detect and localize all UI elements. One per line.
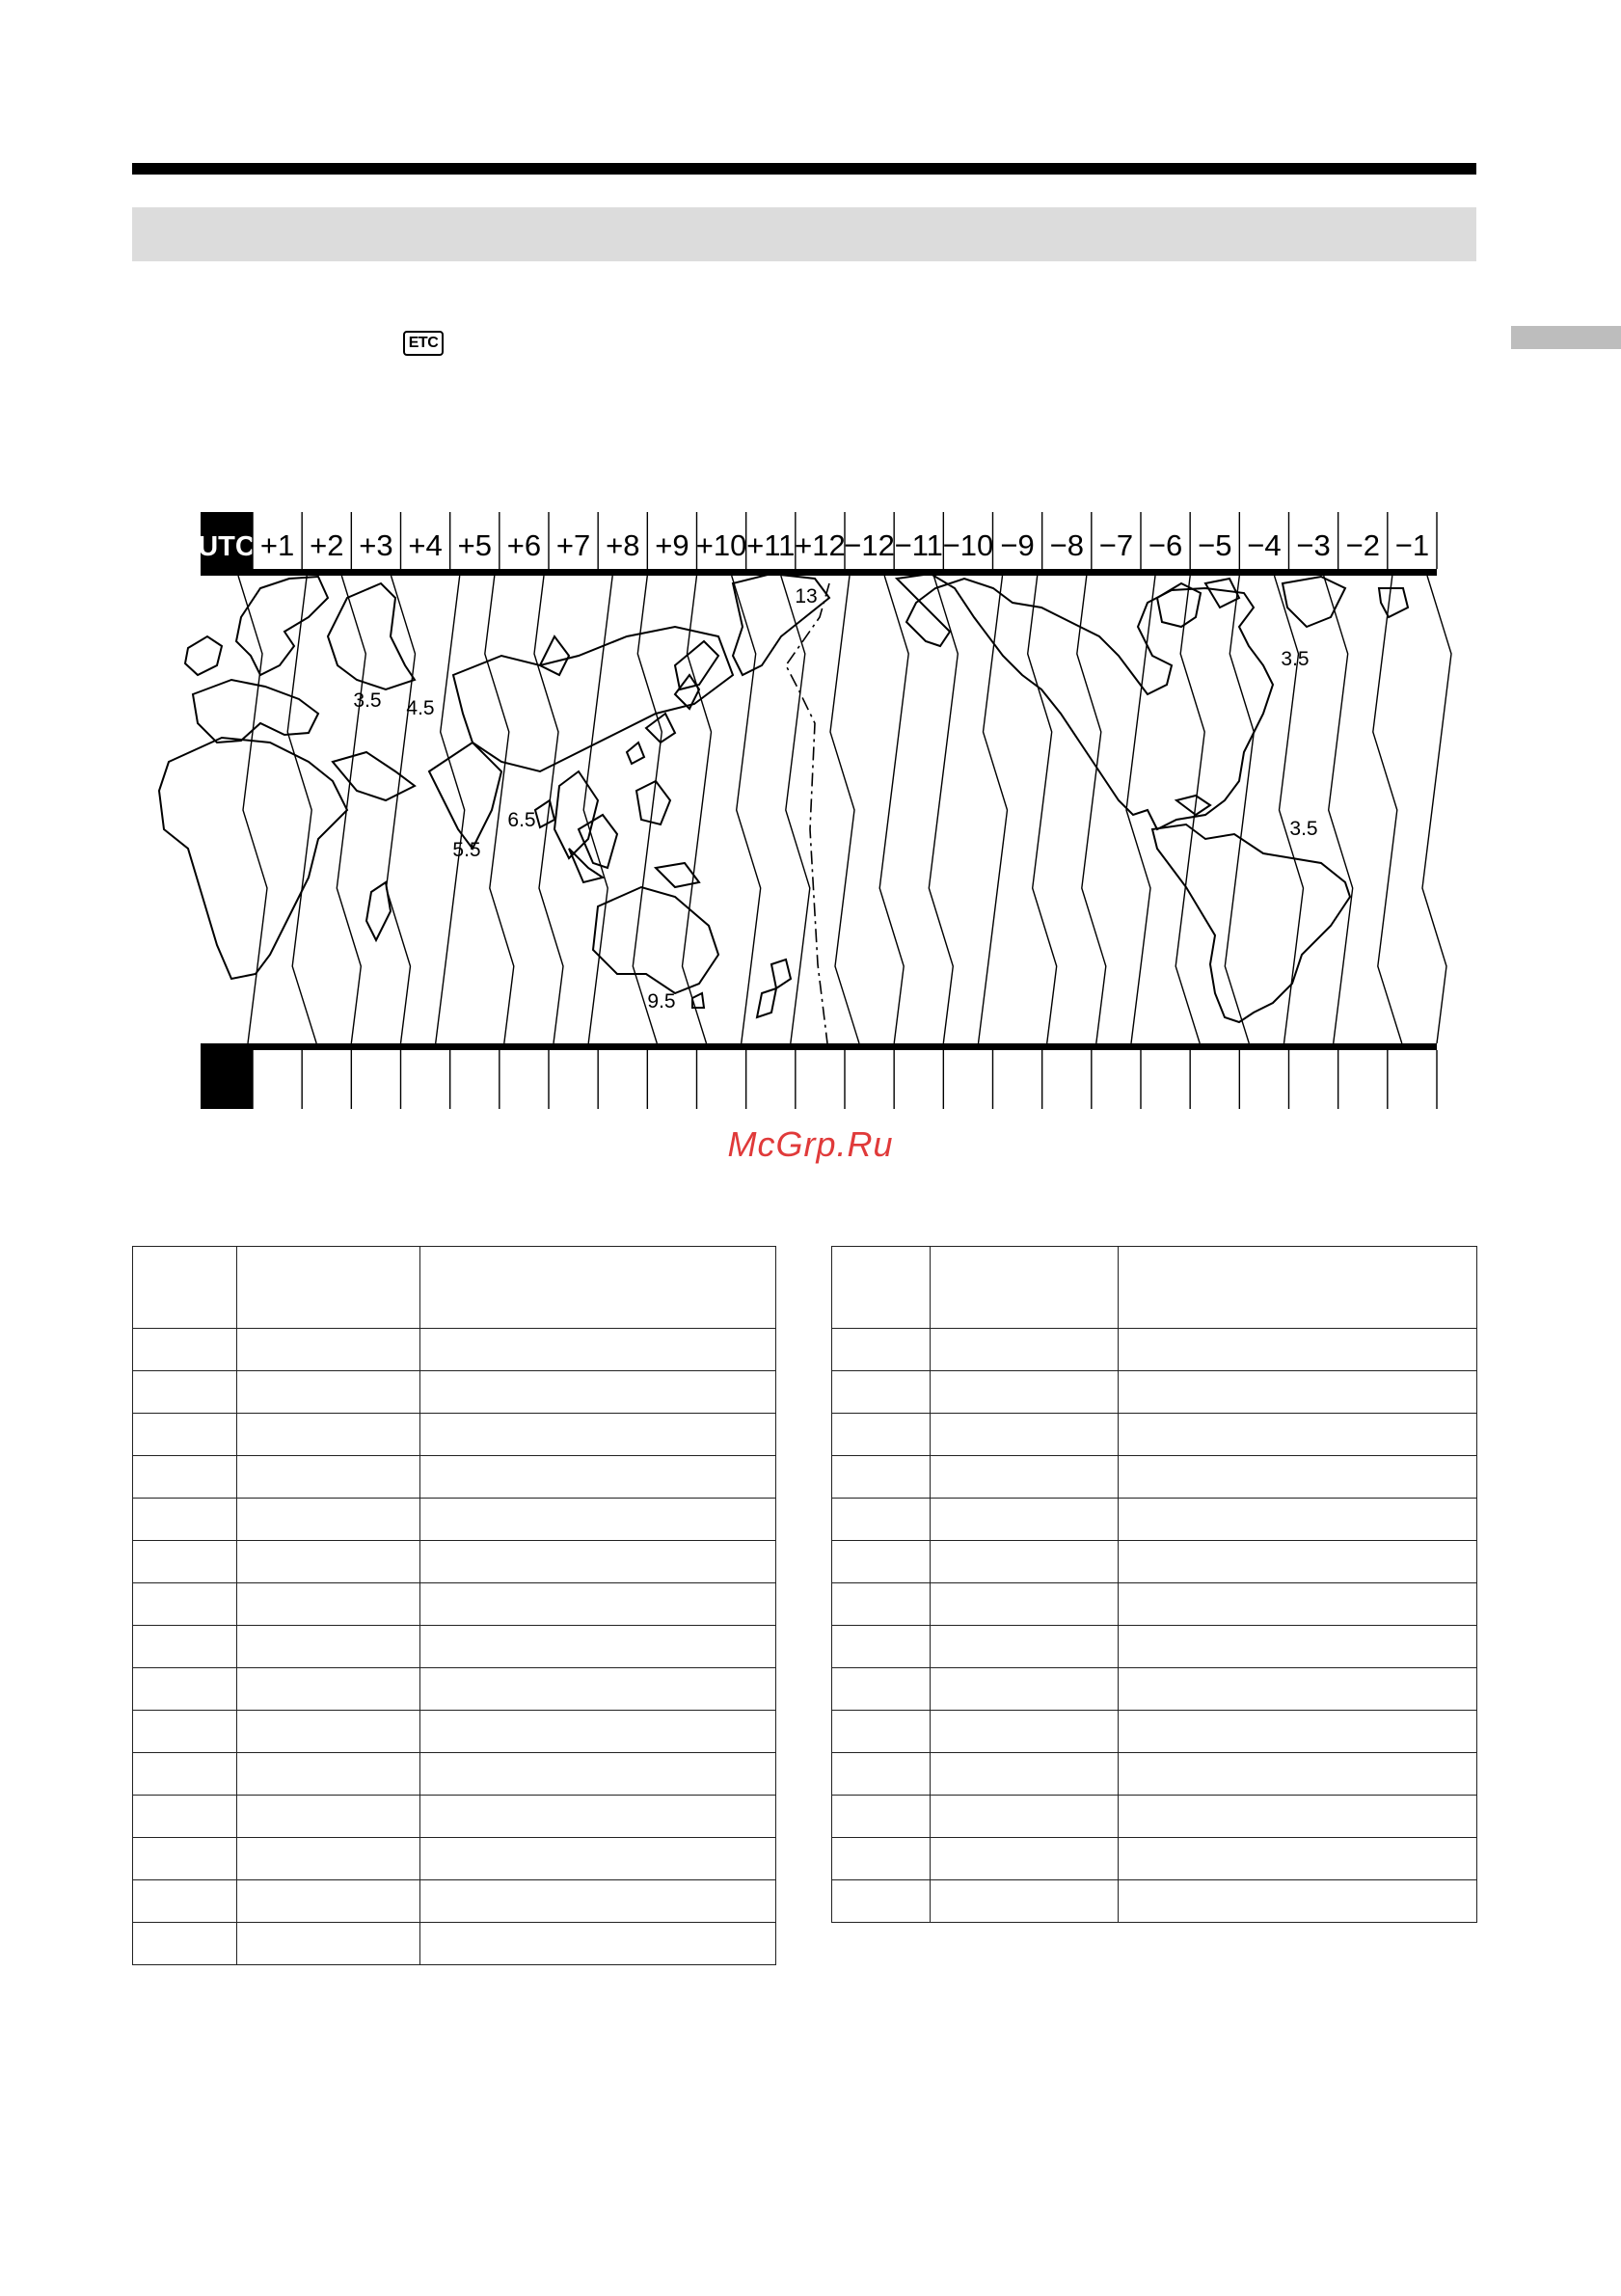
british-isles [185,636,222,675]
zone-label: −3 [1296,528,1331,562]
left-table-cell [237,1247,420,1329]
left-table-cell [133,1626,237,1668]
continents [159,574,1408,1022]
zone-boundary [1126,576,1155,1043]
left-table-cell [420,1414,776,1456]
right-table-cell [1119,1329,1477,1371]
right-table-cell [832,1753,931,1796]
left-table-cell [133,1499,237,1541]
right-table-cell [832,1626,931,1668]
left-table-cell [420,1753,776,1796]
left-table-cell [133,1414,237,1456]
left-table-cell [420,1668,776,1711]
left-table-cell [237,1371,420,1414]
right-table-row [832,1371,1477,1414]
left-table-cell [237,1329,420,1371]
africa [159,738,347,979]
zone-label: −12 [844,528,895,562]
time-zone-table-left [132,1246,776,1965]
utc-footer-cell [201,1043,253,1109]
zone-label: +1 [259,528,295,562]
zone-label: −4 [1247,528,1282,562]
offset-label: 5.5 [452,839,481,861]
offset-label: 3.5 [1289,818,1318,840]
zone-label: +5 [457,528,492,562]
zone-label: +12 [795,528,846,562]
zone-boundary [1373,576,1402,1043]
left-table-cell [133,1880,237,1923]
eastern-europe [328,583,415,689]
right-table-row [832,1880,1477,1923]
offset-label: 13 [795,585,818,608]
right-table-row [832,1711,1477,1753]
zone-boundary [830,576,859,1043]
offset-label: 6.5 [507,809,536,831]
right-table-cell [931,1414,1119,1456]
right-table-cell [832,1668,931,1711]
left-table-row [133,1880,776,1923]
right-table-row [832,1838,1477,1880]
watermark: McGrp.Ru [727,1124,894,1164]
left-table-cell [133,1923,237,1965]
right-table-cell [832,1796,931,1838]
right-table-cell [1119,1583,1477,1626]
right-table-cell [832,1711,931,1753]
left-table-cell [420,1541,776,1583]
left-table-cell [237,1711,420,1753]
right-table-cell [832,1329,931,1371]
right-table-cell [1119,1796,1477,1838]
left-table-cell [420,1499,776,1541]
right-table-cell [931,1880,1119,1923]
left-table-cell [420,1880,776,1923]
left-table-cell [237,1923,420,1965]
zone-boundary [1275,576,1304,1043]
left-table-cell [420,1796,776,1838]
right-table-cell [1119,1414,1477,1456]
left-table-row [133,1796,776,1838]
zone-label: −11 [894,528,943,562]
right-table-cell [832,1583,931,1626]
right-table-cell [1119,1838,1477,1880]
zone-label: −10 [942,528,994,562]
left-table-row [133,1711,776,1753]
left-table-cell [133,1668,237,1711]
right-table-cell [1119,1753,1477,1796]
asia [453,627,733,771]
right-table-row [832,1796,1477,1838]
left-table-cell [133,1541,237,1583]
right-table-row [832,1541,1477,1583]
zone-boundary [1028,576,1057,1043]
right-table-cell [931,1371,1119,1414]
left-table-cell [237,1626,420,1668]
left-table-row [133,1541,776,1583]
right-table-cell [931,1626,1119,1668]
left-table-cell [237,1456,420,1499]
zone-boundary [534,576,563,1043]
left-table-row [133,1499,776,1541]
zone-label: +9 [655,528,689,562]
offset-label: 3.5 [353,689,382,712]
left-table-cell [133,1711,237,1753]
left-table-cell [133,1753,237,1796]
zone-label: −1 [1394,528,1430,562]
left-table-cell [133,1796,237,1838]
north-america [897,574,1273,829]
right-table-cell [832,1541,931,1583]
right-table-row [832,1499,1477,1541]
zone-label: +4 [408,528,443,562]
left-table-cell [420,1247,776,1329]
right-table-cell [931,1456,1119,1499]
international-date-line [786,583,829,1043]
right-table-cell [931,1541,1119,1583]
kamchatka [675,641,718,689]
zone-boundary [781,576,810,1043]
right-table-cell [1119,1880,1477,1923]
right-table-cell [931,1499,1119,1541]
zone-label: −2 [1345,528,1380,562]
right-table-cell [931,1329,1119,1371]
right-table-cell [931,1796,1119,1838]
left-table-cell [237,1499,420,1541]
offset-label: 3.5 [1281,648,1310,670]
left-table-cell [420,1711,776,1753]
right-table-row [832,1668,1477,1711]
left-table-cell [420,1923,776,1965]
india [429,743,501,849]
left-table-cell [420,1838,776,1880]
right-table-cell [931,1711,1119,1753]
right-table-cell [832,1499,931,1541]
right-table-cell [931,1668,1119,1711]
right-table-cell [931,1753,1119,1796]
left-table-cell [420,1329,776,1371]
zone-boundary [979,576,1008,1043]
map-bottom-rule [201,1043,1437,1050]
left-table-cell [420,1456,776,1499]
right-table-cell [832,1880,931,1923]
zone-label: −6 [1148,528,1183,562]
right-table-row [832,1414,1477,1456]
left-table-cell [237,1541,420,1583]
greenland [1283,577,1345,627]
new-zealand-2 [757,988,776,1017]
right-table-cell [1119,1541,1477,1583]
map-top-rule [201,569,1437,576]
world-time-zone-map [0,0,1621,1119]
right-table-cell [931,1583,1119,1626]
etc-icon: ETC [403,331,444,356]
right-table-cell [931,1838,1119,1880]
left-table-cell [420,1371,776,1414]
zone-boundary [436,576,465,1043]
left-table-cell [133,1456,237,1499]
zone-boundary [929,576,958,1043]
utc-label: UTC [198,531,256,562]
left-table-cell [237,1583,420,1626]
right-table-cell [832,1414,931,1456]
left-table-cell [133,1329,237,1371]
right-table-cell [1119,1371,1477,1414]
left-table-header-row [133,1247,776,1329]
right-table-cell [1119,1247,1477,1329]
left-table-cell [237,1838,420,1880]
borneo [579,815,617,868]
zone-label: +10 [695,528,747,562]
sri-lanka-area [535,800,554,827]
left-table-row [133,1838,776,1880]
right-table-cell [832,1371,931,1414]
left-table-cell [237,1796,420,1838]
zone-label: +8 [606,528,640,562]
right-table-cell [1119,1626,1477,1668]
left-table-row [133,1626,776,1668]
zone-label: −7 [1098,528,1134,562]
left-table-row [133,1371,776,1414]
zone-label: +7 [555,528,591,562]
zone-label: −8 [1049,528,1084,562]
right-table-row [832,1753,1477,1796]
zone-boundary [287,576,316,1043]
right-table-row [832,1329,1477,1371]
right-table-cell [832,1456,931,1499]
caspian [540,636,569,675]
right-table-cell [1119,1499,1477,1541]
zone-boundary [583,576,612,1043]
right-table-cell [832,1838,931,1880]
left-table-cell [237,1414,420,1456]
zone-boundary [387,576,416,1043]
offset-label: 9.5 [647,990,676,1013]
right-table-cell [1119,1668,1477,1711]
time-zone-table-right [831,1246,1477,1923]
zone-boundary [1324,576,1353,1043]
right-table-row [832,1626,1477,1668]
left-table-row [133,1414,776,1456]
left-table-row [133,1329,776,1371]
left-table-row [133,1456,776,1499]
zone-boundary [1422,576,1451,1043]
australia [593,887,718,993]
left-table-cell [133,1838,237,1880]
left-table-cell [237,1753,420,1796]
left-table-cell [133,1247,237,1329]
new-guinea [656,863,699,887]
right-table-row [832,1583,1477,1626]
left-table-row [133,1668,776,1711]
indochina [554,771,598,858]
left-table-cell [133,1371,237,1414]
hudson-island-2 [1205,579,1239,608]
right-table-header-row [832,1247,1477,1329]
left-table-cell [133,1583,237,1626]
zone-label: −5 [1198,528,1232,562]
right-table-cell [1119,1711,1477,1753]
zone-boundary [1077,576,1106,1043]
left-table-cell [237,1668,420,1711]
japan-3 [627,743,644,764]
left-table-row [133,1583,776,1626]
right-table-cell [1119,1456,1477,1499]
left-table-row [133,1923,776,1965]
zone-label: +6 [506,528,542,562]
left-table-row [133,1753,776,1796]
scandinavia [236,577,328,675]
zone-label: +2 [310,528,344,562]
south-america [1152,824,1350,1022]
zone-boundary [238,576,267,1043]
caribbean [1176,796,1210,815]
zone-boundaries [238,512,1451,1109]
offset-label: 4.5 [406,697,435,719]
zone-label: −9 [1000,528,1035,562]
left-table-cell [420,1626,776,1668]
offset-labels [353,585,1317,1013]
zone-boundary [879,576,908,1043]
right-table-row [832,1456,1477,1499]
left-table-cell [420,1583,776,1626]
left-table-cell [237,1880,420,1923]
right-table-cell [832,1247,931,1329]
new-zealand-1 [771,959,791,988]
zone-label: +3 [359,528,393,562]
zone-boundary [337,576,365,1043]
madagascar [366,882,391,940]
iceland [1379,588,1408,617]
zone-label: +11 [746,528,796,562]
right-table-cell [931,1247,1119,1329]
